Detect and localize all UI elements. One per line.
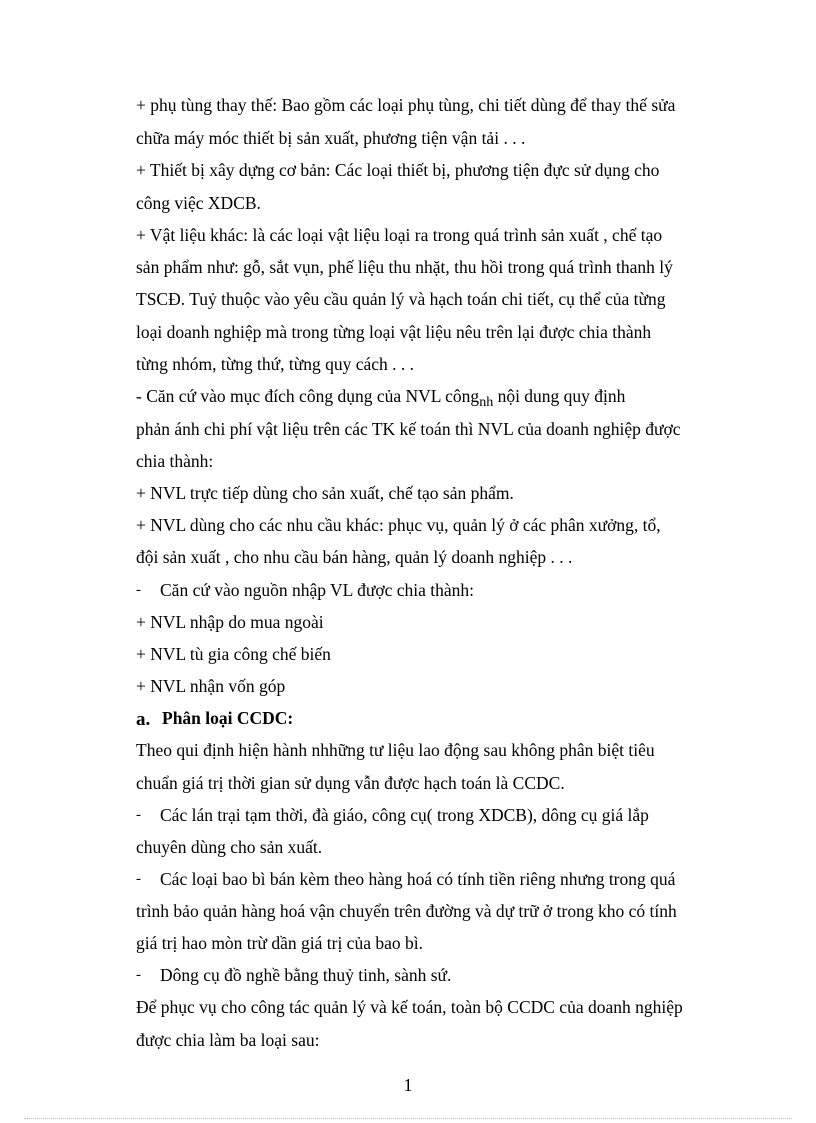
text-line: phản ánh chi phí vật liệu trên các TK kế toán thì NVL của doanh nghiệp được bbox=[136, 419, 681, 439]
basis-line-subscript: nh bbox=[479, 395, 494, 410]
section-letter: a. bbox=[136, 709, 151, 730]
text-line: chữa máy móc thiết bị sản xuất, phương tiện vận tải . . . bbox=[136, 128, 526, 148]
basis-line-after: nội dung quy định bbox=[493, 386, 626, 406]
text-line: + Vật liệu khác: là các loại vật liệu loại ra trong quá trình sản xuất , chế tạo bbox=[136, 225, 663, 245]
text-line: Theo qui định hiện hành nhhững tư liệu lao động sau không phân biệt tiêu bbox=[136, 740, 655, 760]
text-line: + NVL trực tiếp dùng cho sản xuất, chế tạo sản phẩm. bbox=[136, 483, 514, 503]
text-line: từng nhóm, từng thứ, từng quy cách . . . bbox=[136, 354, 415, 374]
text-line: công việc XDCB. bbox=[136, 193, 261, 213]
text-line: chia thành: bbox=[136, 451, 214, 471]
text-line: chuyên dùng cho sản xuất. bbox=[136, 837, 323, 857]
text-line: + NVL nhận vốn góp bbox=[136, 676, 286, 696]
text-line: + NVL tù gia công chế biến bbox=[136, 644, 331, 664]
text-line: + Thiết bị xây dựng cơ bản: Các loại thiết bị, phương tiện đực sử dụng cho bbox=[136, 160, 660, 180]
text-line: loại doanh nghiệp mà trong từng loại vật liệu nêu trên lại được chia thành bbox=[136, 322, 652, 342]
text-line: + NVL nhập do mua ngoài bbox=[136, 612, 324, 632]
text-line: + NVL dùng cho các nhu cầu khác: phục vụ, quản lý ở các phân xưởng, tổ, bbox=[136, 515, 661, 535]
page-number: 1 bbox=[403, 1075, 413, 1095]
footer-divider bbox=[24, 1118, 792, 1119]
list-dash: - bbox=[136, 582, 141, 598]
text-line: chuẩn giá trị thời gian sử dụng vẫn được hạch toán là CCDC. bbox=[136, 773, 565, 793]
basis-line-before: - Căn cứ vào mục đích công dụng của NVL công bbox=[136, 386, 480, 406]
list-item: Căn cứ vào nguồn nhập VL được chia thành: bbox=[160, 580, 474, 600]
text-line: đội sản xuất , cho nhu cầu bán hàng, quản lý doanh nghiệp . . . bbox=[136, 547, 573, 567]
list-dash: - bbox=[136, 807, 141, 823]
text-line: Để phục vụ cho công tác quản lý và kế toán, toàn bộ CCDC của doanh nghiệp bbox=[136, 997, 683, 1017]
text-line: trình bảo quản hàng hoá vận chuyển trên đường và dự trữ ở trong kho có tính bbox=[136, 901, 677, 921]
text-line: giá trị hao mòn trừ dần giá trị của bao bì. bbox=[136, 933, 423, 953]
text-line: + phụ tùng thay thế: Bao gồm các loại phụ tùng, chi tiết dùng để thay thế sửa bbox=[136, 95, 676, 115]
basis-line bbox=[136, 385, 625, 410]
list-item: Dông cụ đồ nghề bằng thuỷ tinh, sành sứ. bbox=[160, 965, 452, 985]
text-line: được chia làm ba loại sau: bbox=[136, 1030, 320, 1050]
text-line: TSCĐ. Tuỷ thuộc vào yêu cầu quản lý và hạch toán chi tiết, cụ thể của từng bbox=[136, 289, 666, 309]
list-dash: - bbox=[136, 871, 141, 887]
section-heading: Phân loại CCDC: bbox=[162, 708, 294, 728]
text-line: sản phẩm như: gỗ, sắt vụn, phế liệu thu nhặt, thu hồi trong quá trình thanh lý bbox=[136, 257, 673, 277]
list-dash: - bbox=[136, 967, 141, 983]
list-item: Các loại bao bì bán kèm theo hàng hoá có tính tiền riêng nhưng trong quá bbox=[160, 869, 676, 889]
list-item: Các lán trại tạm thời, đà giáo, công cụ( trong XDCB), dông cụ giá lắp bbox=[160, 805, 649, 825]
